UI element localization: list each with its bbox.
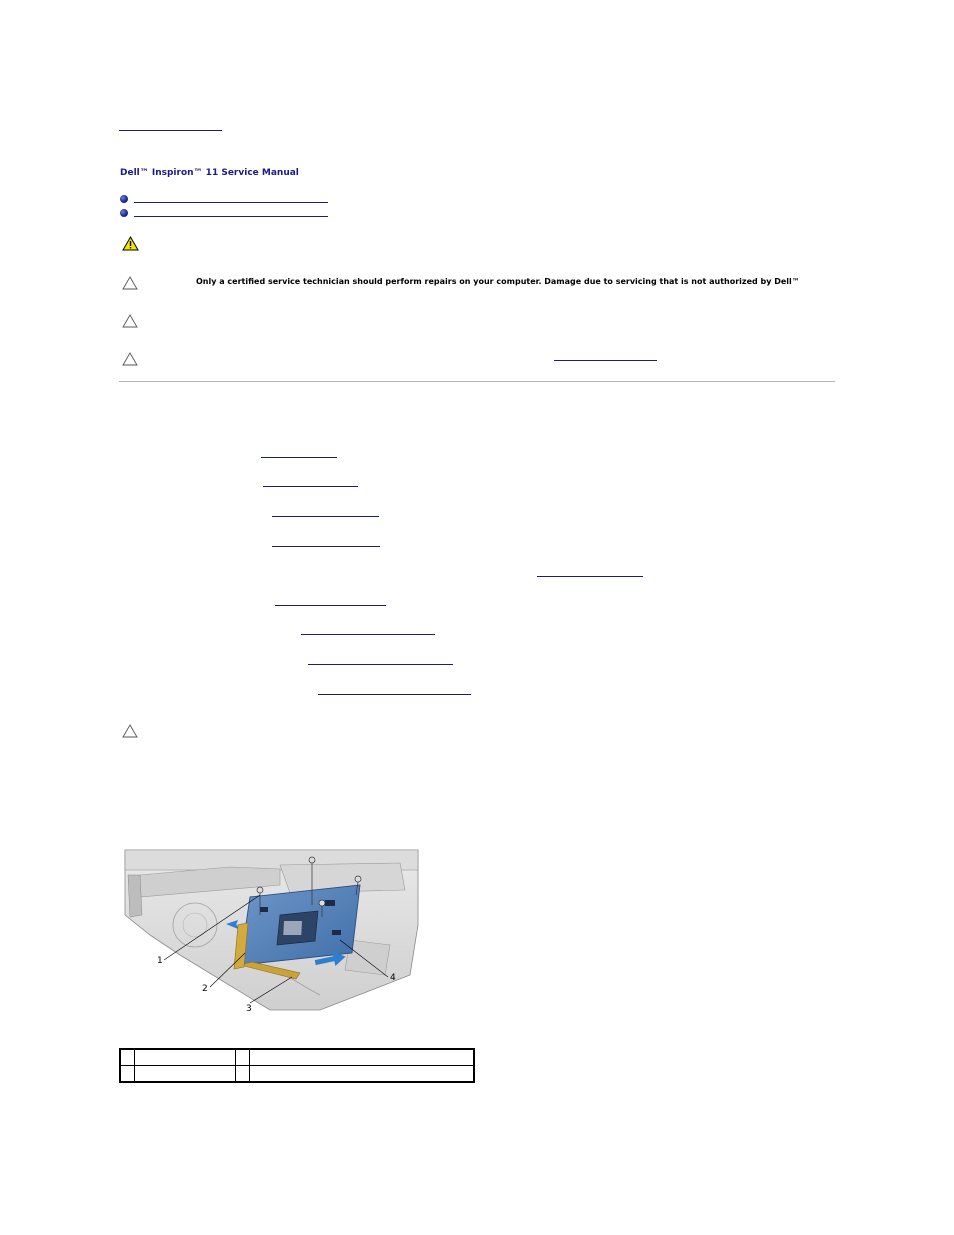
step-link-8[interactable] bbox=[308, 664, 453, 665]
page-title: Dell™ Inspiron™ 11 Service Manual bbox=[120, 168, 299, 178]
blue-bullet-icon bbox=[120, 209, 128, 217]
step-link-4[interactable] bbox=[272, 546, 380, 547]
blue-bullet-icon bbox=[120, 195, 128, 203]
back-to-contents-link[interactable] bbox=[119, 130, 222, 131]
table-cell bbox=[120, 1049, 135, 1066]
caution-triangle-icon bbox=[122, 352, 138, 366]
caution-text-certified-technician: Only a certified service technician should perform repairs on your computer. Damage due to servicing that is not authorized by Dell™ bbox=[196, 277, 800, 286]
figure-callout-4: 4 bbox=[390, 973, 396, 983]
table-cell bbox=[250, 1066, 475, 1083]
toc-link-2[interactable] bbox=[134, 216, 328, 217]
step-link-5[interactable] bbox=[537, 576, 643, 577]
table-cell bbox=[135, 1066, 236, 1083]
table-cell bbox=[236, 1049, 250, 1066]
step-link-2[interactable] bbox=[263, 486, 358, 487]
step-link-9[interactable] bbox=[318, 694, 471, 695]
caution-triangle-icon bbox=[122, 724, 138, 738]
table-row bbox=[120, 1049, 474, 1066]
figure-callout-2: 2 bbox=[202, 984, 208, 994]
caution-triangle-icon bbox=[122, 314, 138, 328]
caution-reference-link[interactable] bbox=[554, 360, 657, 361]
table-cell bbox=[250, 1049, 475, 1066]
table-cell bbox=[236, 1066, 250, 1083]
toc-link-1[interactable] bbox=[134, 202, 328, 203]
figure-legend-table bbox=[119, 1048, 475, 1083]
table-cell bbox=[135, 1049, 236, 1066]
table-cell bbox=[120, 1066, 135, 1083]
step-link-3[interactable] bbox=[272, 516, 379, 517]
figure-callout-1: 1 bbox=[157, 956, 163, 966]
warning-triangle-icon bbox=[122, 236, 139, 251]
step-link-6[interactable] bbox=[275, 605, 386, 606]
step-link-1[interactable] bbox=[261, 457, 337, 458]
step-link-7[interactable] bbox=[301, 634, 435, 635]
graphics-card-removal-figure bbox=[120, 845, 420, 1020]
caution-triangle-icon bbox=[122, 276, 138, 290]
table-row bbox=[120, 1066, 474, 1083]
figure-callout-3: 3 bbox=[246, 1004, 252, 1014]
section-divider bbox=[119, 381, 835, 382]
